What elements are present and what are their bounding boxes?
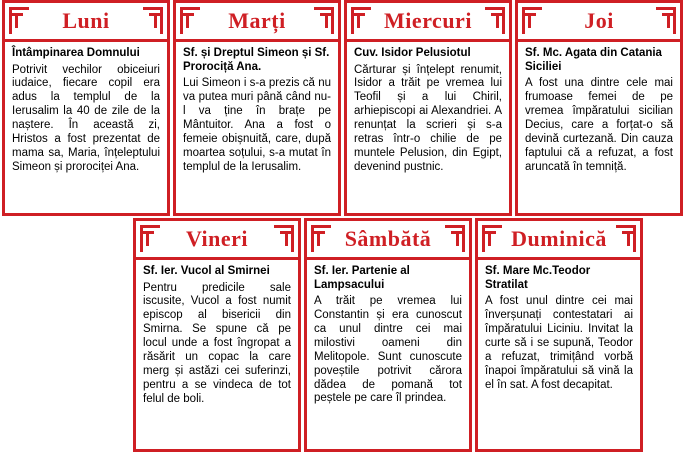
saint-title: Sf. și Dreptul Simeon și Sf. Prorociță Ana. <box>183 47 330 73</box>
corner-ornament-icon <box>271 222 297 256</box>
saint-title: Sf. Ier. Vucol al Smirnei <box>143 265 270 277</box>
corner-ornament-icon <box>519 4 545 38</box>
saint-description: Potrivit vechilor obiceiuri iudaice, fiecare copil era adus la templul de la Ierusalim la 40 de zile de la naștere. În această zi, Hristos a fost prezentat de mama sa, Maria, înțeleptului Simeon și prorociței Ana. <box>12 63 160 173</box>
corner-ornament-icon <box>311 4 337 38</box>
saint-title: Sf. Ier. Partenie al Lampsacului <box>314 265 410 291</box>
day-body-vineri <box>133 260 301 452</box>
day-card-joi <box>515 0 683 216</box>
day-header-vineri <box>133 218 301 260</box>
day-header-miercuri <box>344 0 512 42</box>
corner-ornament-icon <box>137 222 163 256</box>
day-body-sambata <box>304 260 472 452</box>
corner-ornament-icon <box>140 4 166 38</box>
corner-ornament-icon <box>482 4 508 38</box>
day-body-miercuri <box>344 42 512 216</box>
day-body-joi <box>515 42 683 216</box>
day-card-duminica <box>475 218 643 452</box>
corner-ornament-icon <box>613 222 639 256</box>
corner-ornament-icon <box>6 4 32 38</box>
saint-title: Întâmpinarea Domnului <box>12 47 140 59</box>
day-name-label: Vineri <box>185 226 249 251</box>
day-name-label: Joi <box>584 8 614 33</box>
day-card-vineri <box>133 218 301 452</box>
saint-description: A fost una dintre cele mai frumoase femei de pe vremea împăratului sicilian Decius, care a forțat-o să devină curtezană. Din cauza faptului că a refuzat, a fost aruncată în temniță. <box>525 77 673 173</box>
day-card-luni <box>2 0 170 216</box>
saint-description: A trăit pe vremea lui Constantin și era cunoscut ca unul dintre cei mai milostivi oameni din Melitopole. Sunt cunoscute poveștile potrivit cărora dădea de pomană tot peștele pe care îl prindea. <box>314 295 462 405</box>
corner-ornament-icon <box>442 222 468 256</box>
day-name-label: Miercuri <box>384 8 472 33</box>
saint-description: Cărturar și înțelept renumit, Isidor a trăit pe vremea lui Teofil și a lui Chiril, arhiepiscopi ai Alexandriei. A renunțat la scrieri și s-a retras într-o chilie de pe muntele Pelusion, din Egipt, devenind pustnic. <box>354 63 502 173</box>
saint-title: Sf. Mare Mc.Teodor Stratilat <box>485 265 591 291</box>
corner-ornament-icon <box>177 4 203 38</box>
day-body-marti <box>173 42 341 216</box>
saint-description: Pentru predicile sale iscusite, Vucol a fost numit episcop al bisericii din Smirna. Se spune că pe locul unde a fost îngropat a răsărit un copac la care merg și astăzi cei suferinzi, pentru a se vindeca de tot felul de boli. <box>143 281 291 405</box>
day-name-label: Duminică <box>511 226 607 251</box>
day-name-label: Luni <box>62 8 110 33</box>
saint-description: Lui Simeon i s-a prezis că nu va putea muri până când nu-l va ține în brațe pe Mântuitor. Ana a fost o femeie obișnuită, care, după moartea soțului, s-a mutat în templul de la Ierusalim. <box>183 77 331 173</box>
day-header-sambata <box>304 218 472 260</box>
day-header-marti <box>173 0 341 42</box>
day-card-miercuri <box>344 0 512 216</box>
day-card-sambata <box>304 218 472 452</box>
saint-title: Sf. Mc. Agata din Catania Siciliei <box>525 47 662 73</box>
day-card-marti <box>173 0 341 216</box>
day-body-luni <box>2 42 170 216</box>
day-name-label: Sâmbătă <box>344 226 432 251</box>
saint-description: A fost unul dintre cei mai înverșunați contestatari ai împăratului Liciniu. Invitat la curte să i se supună, Teodor a refuzat, trimițând vorbă înapoi împăratului să vină la el în sat. A fost decapitat. <box>485 295 633 391</box>
corner-ornament-icon <box>479 222 505 256</box>
corner-ornament-icon <box>348 4 374 38</box>
calendar-row-weekend <box>0 218 700 452</box>
calendar-row-weekdays <box>0 0 700 216</box>
day-body-duminica <box>475 260 643 452</box>
corner-ornament-icon <box>308 222 334 256</box>
corner-ornament-icon <box>653 4 679 38</box>
day-header-luni <box>2 0 170 42</box>
saint-title: Cuv. Isidor Pelusiotul <box>354 47 471 59</box>
day-header-joi <box>515 0 683 42</box>
day-name-label: Marți <box>228 8 286 33</box>
day-header-duminica <box>475 218 643 260</box>
